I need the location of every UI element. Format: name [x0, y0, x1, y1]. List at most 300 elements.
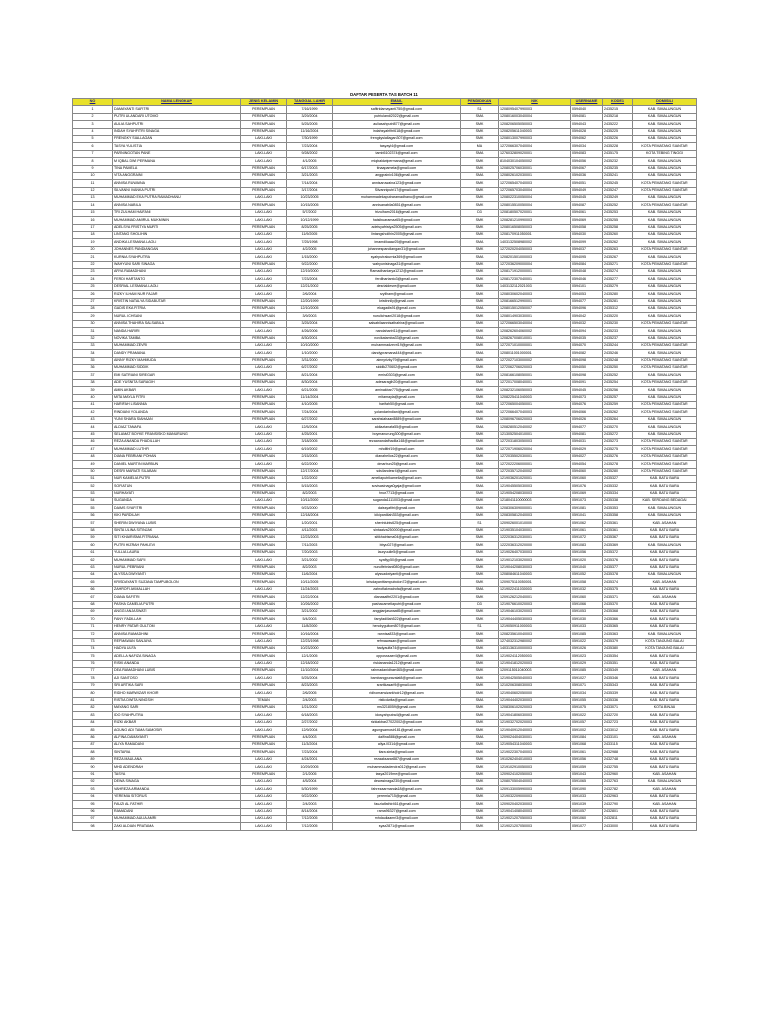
- cell-birthdate: 8/2/2003: [287, 564, 333, 571]
- cell-username: 0591081: [571, 505, 603, 512]
- cell-education: SMA: [461, 586, 499, 593]
- cell-no: 14: [73, 202, 113, 209]
- cell-nik: 1208225411040003: [499, 394, 571, 401]
- cell-domicile: KAB. SIMALUNGUN: [633, 239, 697, 246]
- cell-code: 2435367: [603, 535, 633, 542]
- cell-domicile: KOTA PEMATANG SIANTAR: [633, 357, 697, 364]
- cell-name: ALDIAZ TANAFA: [113, 424, 241, 431]
- cell-gender: PEREMPUAN: [241, 113, 287, 120]
- cell-name: MUHAMMAD SAFII: [113, 557, 241, 564]
- cell-gender: LAKI-LAKI: [241, 195, 287, 202]
- cell-email: miqbaldwipermana@gmail.com: [333, 158, 461, 165]
- cell-nik: 1209020402030003: [499, 801, 571, 808]
- table-row: [73, 365, 697, 372]
- cell-code: 2432963: [603, 793, 633, 800]
- cell-birthdate: 8/2/2003: [287, 490, 333, 497]
- cell-domicile: KOTA PEMATANG SIANTAR: [633, 453, 697, 460]
- cell-education: SMK: [461, 712, 499, 719]
- cell-username: 0594048: [571, 268, 603, 275]
- cell-nik: 1208016003040004: [499, 113, 571, 120]
- cell-username: 0591072: [571, 535, 603, 542]
- cell-code: 2435378: [603, 572, 633, 579]
- cell-education: SMK: [461, 180, 499, 187]
- table-row: [73, 320, 697, 327]
- cell-code: 2435371: [603, 594, 633, 601]
- table-row: [73, 490, 697, 497]
- cell-username: 0594040: [571, 106, 603, 113]
- cell-name: SINTA ULINA SITINJAK: [113, 527, 241, 534]
- cell-no: 87: [73, 741, 113, 748]
- cell-no: 76: [73, 660, 113, 667]
- cell-nik: 1219046103020003: [499, 608, 571, 615]
- header-no: NO: [73, 99, 113, 106]
- cell-no: 1: [73, 106, 113, 113]
- cell-username: 0591060: [571, 475, 603, 482]
- cell-username: 0594096: [571, 305, 603, 312]
- cell-birthdate: 1/10/2000: [287, 350, 333, 357]
- cell-username: 0594066: [571, 409, 603, 416]
- table-row: [73, 468, 697, 475]
- cell-name: MUHAMMAD AULIA AMRI: [113, 815, 241, 822]
- cell-no: 92: [73, 778, 113, 785]
- header-education: PENDIDIKAN: [461, 99, 499, 106]
- cell-email: lintangsholihin2005@gmail.com: [333, 232, 461, 239]
- cell-code: 2432723: [603, 719, 633, 726]
- cell-nik: 1219022411030003: [499, 586, 571, 593]
- cell-gender: PEREMPUAN: [241, 172, 287, 179]
- table-row: [73, 727, 697, 734]
- cell-name: FANY FADILLAH: [113, 616, 241, 623]
- cell-code: 2435272: [603, 431, 633, 438]
- cell-code: 2435368: [603, 608, 633, 615]
- cell-email: salsabilaannisathahira@gmail.com: [333, 320, 461, 327]
- cell-gender: PEREMPUAN: [241, 594, 287, 601]
- cell-nik: 1208070504040003: [499, 778, 571, 785]
- cell-domicile: KAB. ASAHAN: [633, 668, 697, 675]
- cell-nik: 1219054311040003: [499, 741, 571, 748]
- cell-gender: LAKI-LAKI: [241, 823, 287, 830]
- cell-birthdate: 2/4/2003: [287, 801, 333, 808]
- cell-education: S1: [461, 106, 499, 113]
- cell-email: tamb5102374@gmail.com: [333, 150, 461, 157]
- cell-nik: 1272065703040004: [499, 187, 571, 194]
- table-row: [73, 209, 697, 216]
- cell-gender: LAKI-LAKI: [241, 498, 287, 505]
- cell-gender: PEREMPUAN: [241, 483, 287, 490]
- cell-name: SINTARIA: [113, 749, 241, 756]
- cell-code: 2435354: [603, 653, 633, 660]
- cell-gender: LAKI-LAKI: [241, 135, 287, 142]
- cell-no: 32: [73, 335, 113, 342]
- cell-no: 22: [73, 261, 113, 268]
- cell-username: 0591071: [571, 682, 603, 689]
- cell-birthdate: 12/9/2004: [287, 727, 333, 734]
- table-row: [73, 572, 697, 579]
- cell-domicile: KAB. SIMALUNGUN: [633, 416, 697, 423]
- cell-code: 2435277: [603, 276, 633, 283]
- cell-name: MAYANG SARI: [113, 705, 241, 712]
- cell-education: SMK: [461, 490, 499, 497]
- header-email: EMAIL: [333, 99, 461, 106]
- cell-education: SMA: [461, 350, 499, 357]
- table-row: [73, 424, 697, 431]
- cell-domicile: KAB. SIMALUNGUN: [633, 372, 697, 379]
- cell-no: 38: [73, 379, 113, 386]
- cell-gender: LAKI-LAKI: [241, 209, 287, 216]
- cell-email: yeremia715@gmail.com: [333, 793, 461, 800]
- cell-nik: 1208305812040003: [499, 512, 571, 519]
- cell-nik: 1208096706020003: [499, 416, 571, 423]
- spreadsheet: [72, 92, 696, 831]
- cell-email: ekagadis91@gmail.com: [333, 305, 461, 312]
- cell-education: SMA: [461, 150, 499, 157]
- table-row: [73, 394, 697, 401]
- cell-gender: PEREMPUAN: [241, 372, 287, 379]
- cell-nik: 1208180507020001: [499, 209, 571, 216]
- cell-nik: 1208306102020003: [499, 705, 571, 712]
- cell-name: FRENGKY SIALLAGAN: [113, 135, 241, 142]
- cell-code: 2432960: [603, 771, 633, 778]
- cell-no: 8: [73, 158, 113, 165]
- table-row: [73, 801, 697, 808]
- cell-name: ARYA RAMADHANI: [113, 268, 241, 275]
- cell-gender: LAKI-LAKI: [241, 268, 287, 275]
- cell-code: 2435262: [603, 409, 633, 416]
- cell-email: sintaaiva250000@gmail.com: [333, 527, 461, 534]
- cell-birthdate: 5/4/2003: [287, 616, 333, 623]
- cell-domicile: KAB. BATU BARA: [633, 682, 697, 689]
- cell-name: DESRIAL LESMANA LAOLI: [113, 283, 241, 290]
- cell-email: pashacameliaputri@gmail.com: [333, 601, 461, 608]
- cell-no: 57: [73, 520, 113, 527]
- cell-nik: 1272027103000002: [499, 357, 571, 364]
- cell-email: dianahelios22@gmail.com: [333, 453, 461, 460]
- cell-education: SMA: [461, 697, 499, 704]
- cell-code: 2432790: [603, 801, 633, 808]
- cell-gender: LAKI-LAKI: [241, 424, 287, 431]
- table-row: [73, 601, 697, 608]
- cell-education: SMK: [461, 313, 499, 320]
- cell-username: 0594076: [571, 402, 603, 409]
- cell-domicile: KAB. SIMALUNGUN: [633, 335, 697, 342]
- cell-gender: LAKI-LAKI: [241, 719, 287, 726]
- cell-name: PUTRI HIZRAH PAHLEVI: [113, 542, 241, 549]
- cell-birthdate: 1/22/2002: [287, 475, 333, 482]
- cell-name: NURHAYATI: [113, 490, 241, 497]
- table-row: [73, 172, 697, 179]
- cell-email: sdsilandesr4@gmail.com: [333, 468, 461, 475]
- cell-gender: LAKI-LAKI: [241, 365, 287, 372]
- cell-education: SMK: [461, 121, 499, 128]
- table-row: [73, 653, 697, 660]
- cell-code: 2435339: [603, 690, 633, 697]
- cell-email: sitikhairisma04@gmail.com: [333, 535, 461, 542]
- cell-birthdate: 10/23/2000: [287, 645, 333, 652]
- cell-birthdate: 6/19/2002: [287, 446, 333, 453]
- cell-gender: PEREMPUAN: [241, 749, 287, 756]
- cell-nik: 1403136310000003: [499, 645, 571, 652]
- cell-gender: PEREMPUAN: [241, 475, 287, 482]
- cell-name: RISKI ANANDA: [113, 660, 241, 667]
- cell-no: 11: [73, 180, 113, 187]
- cell-birthdate: 7/12/2005: [287, 823, 333, 830]
- cell-username: 0591022: [571, 638, 603, 645]
- cell-education: SMK: [461, 217, 499, 224]
- cell-username: 0594049: [571, 187, 603, 194]
- cell-name: SELAMAT BOYKE FRANSISKO MANURUNG: [113, 431, 241, 438]
- cell-code: 2435366: [603, 616, 633, 623]
- cell-domicile: KOTA PEMATANG SIANTAR: [633, 143, 697, 150]
- cell-no: 20: [73, 246, 113, 253]
- cell-nik: 1208022310050004: [499, 195, 571, 202]
- table-row: [73, 268, 697, 275]
- cell-nik: 8104030104050002: [499, 158, 571, 165]
- cell-username: 0594062: [571, 135, 603, 142]
- cell-name: SOFIATUN: [113, 483, 241, 490]
- cell-code: 2435232: [603, 158, 633, 165]
- table-row: [73, 542, 697, 549]
- cell-nik: 1208201501000003: [499, 254, 571, 261]
- cell-no: 7: [73, 150, 113, 157]
- cell-birthdate: 1/21/2002: [287, 705, 333, 712]
- cell-username: 0591034: [571, 690, 603, 697]
- cell-name: ANNISA NABILA: [113, 202, 241, 209]
- cell-code: 2435380: [603, 645, 633, 652]
- cell-code: 2435353: [603, 505, 633, 512]
- cell-username: 0591062: [571, 520, 603, 527]
- cell-username: 0591084: [571, 734, 603, 741]
- cell-birthdate: 12/1/2005: [287, 653, 333, 660]
- cell-username: 0594095: [571, 254, 603, 261]
- cell-name: NURUL PEBRIANI: [113, 564, 241, 571]
- cell-code: 2435215: [603, 106, 633, 113]
- table-row: [73, 564, 697, 571]
- cell-no: 21: [73, 254, 113, 261]
- cell-email: tinaapamela@gmail.com: [333, 165, 461, 172]
- cell-name: YUNI SHARA SIAHAAN: [113, 416, 241, 423]
- cell-no: 66: [73, 586, 113, 593]
- cell-gender: PEREMPUAN: [241, 305, 287, 312]
- cell-gender: PEREMPUAN: [241, 579, 287, 586]
- cell-education: SMK: [461, 283, 499, 290]
- cell-education: SMK: [461, 535, 499, 542]
- cell-birthdate: 10/15/2005: [287, 202, 333, 209]
- cell-email: idosyahputra4@gmail.com: [333, 712, 461, 719]
- cell-username: 0594036: [571, 172, 603, 179]
- cell-no: 85: [73, 727, 113, 734]
- cell-education: SMK: [461, 705, 499, 712]
- cell-gender: PEREMPUAN: [241, 549, 287, 556]
- cell-education: SMK: [461, 719, 499, 726]
- cell-no: 90: [73, 764, 113, 771]
- cell-username: 0594056: [571, 158, 603, 165]
- table-row: [73, 638, 697, 645]
- cell-code: 2435346: [603, 675, 633, 682]
- cell-birthdate: 7/23/2004: [287, 143, 333, 150]
- cell-education: SMK: [461, 372, 499, 379]
- cell-code: 2432811: [603, 815, 633, 822]
- cell-education: SMK: [461, 416, 499, 423]
- cell-code: 2435281: [603, 298, 633, 305]
- cell-education: SMK: [461, 764, 499, 771]
- cell-name: YULLIA LAURA: [113, 549, 241, 556]
- cell-education: SMK: [461, 268, 499, 275]
- cell-birthdate: 2/4/2003: [287, 697, 333, 704]
- table-row: [73, 446, 697, 453]
- cell-email: rahmadanidhae465@gmail.com: [333, 668, 461, 675]
- cell-username: 0594053: [571, 291, 603, 298]
- cell-birthdate: 3/21/2003: [287, 172, 333, 179]
- table-row: [73, 823, 697, 830]
- cell-username: 0591085: [571, 631, 603, 638]
- cell-email: harifah50@gmail.com: [333, 402, 461, 409]
- cell-domicile: KAB. BATU BARA: [633, 653, 697, 660]
- cell-education: SMA: [461, 424, 499, 431]
- cell-education: D3: [461, 601, 499, 608]
- cell-domicile: KAB. BATU BARA: [633, 756, 697, 763]
- cell-nik: 1208262604060002: [499, 328, 571, 335]
- cell-name: AJI SANTOSO: [113, 675, 241, 682]
- cell-gender: PEREMPUAN: [241, 143, 287, 150]
- cell-birthdate: 6/18/2003: [287, 712, 333, 719]
- cell-birthdate: 11/16/2004: [287, 128, 333, 135]
- cell-nik: 1208084611040003: [499, 572, 571, 579]
- cell-username: 0591002: [571, 727, 603, 734]
- cell-no: 3: [73, 121, 113, 128]
- cell-birthdate: 7/23/2004: [287, 276, 333, 283]
- cell-name: JOHANNES PANDIANGAN: [113, 246, 241, 253]
- cell-code: 2435280: [603, 291, 633, 298]
- cell-username: 0594032: [571, 320, 603, 327]
- cell-username: 0591090: [571, 786, 603, 793]
- cell-education: SMK: [461, 342, 499, 349]
- cell-code: 2435222: [603, 121, 633, 128]
- cell-education: SMA: [461, 335, 499, 342]
- cell-birthdate: 2/6/2004: [287, 291, 333, 298]
- cell-code: 2435351: [603, 660, 633, 667]
- cell-code: 2435358: [603, 512, 633, 519]
- cell-education: S1: [461, 623, 499, 630]
- cell-domicile: KAB. BATU BARA: [633, 623, 697, 630]
- cell-name: MUHAMMAD ZEVRI: [113, 342, 241, 349]
- cell-birthdate: 3/25/2004: [287, 320, 333, 327]
- cell-gender: PEREMPUAN: [241, 416, 287, 423]
- cell-name: SHERIN DWIYANA LUBIS: [113, 520, 241, 527]
- cell-no: 41: [73, 402, 113, 409]
- cell-code: 2432763: [603, 778, 633, 785]
- cell-code: 2435247: [603, 187, 633, 194]
- cell-nik: 1208014903030001: [499, 313, 571, 320]
- cell-domicile: KAB. BATU BARA: [633, 557, 697, 564]
- cell-name: HADYA ULFA: [113, 645, 241, 652]
- cell-code: 2432988: [603, 749, 633, 756]
- table-row: [73, 335, 697, 342]
- cell-no: 19: [73, 239, 113, 246]
- cell-gender: TEMAN: [241, 697, 287, 704]
- cell-domicile: KAB. SIMALUNGUN: [633, 135, 697, 142]
- cell-education: SMK: [461, 195, 499, 202]
- cell-domicile: KAB. ASAHAN: [633, 520, 697, 527]
- cell-code: 2435374: [603, 579, 633, 586]
- cell-code: 2435327: [603, 475, 633, 482]
- cell-email: nurulfebriani080@gmail.com: [333, 564, 461, 571]
- cell-birthdate: 11/24/2003: [287, 586, 333, 593]
- cell-email: adelsyafristya2505@gmail.com: [333, 224, 461, 231]
- cell-domicile: KAB. SIMALUNGUN: [633, 121, 697, 128]
- cell-gender: PEREMPUAN: [241, 394, 287, 401]
- cell-name: ADE YUSNITA SARAGIH: [113, 379, 241, 386]
- cell-email: tiara.sinta@gmail.com: [333, 749, 461, 756]
- cell-no: 43: [73, 416, 113, 423]
- cell-nik: 1272065004050001: [499, 402, 571, 409]
- cell-code: 2435372: [603, 549, 633, 556]
- cell-domicile: KAB. SIMALUNGUN: [633, 542, 697, 549]
- cell-name: ZAKI ALDIAN PRATAMA: [113, 823, 241, 830]
- cell-birthdate: 10/11/2005: [287, 579, 333, 586]
- cell-no: 82: [73, 705, 113, 712]
- cell-education: SMK: [461, 438, 499, 445]
- cell-no: 98: [73, 823, 113, 830]
- cell-gender: LAKI-LAKI: [241, 446, 287, 453]
- cell-birthdate: 7/23/2004: [287, 749, 333, 756]
- cell-name: DESRI MARIATI SILABAN: [113, 468, 241, 475]
- cell-domicile: KOTA PEMATANG SIANTAR: [633, 342, 697, 349]
- table-row: [73, 165, 697, 172]
- cell-email: risticdwita@gmail.com: [333, 697, 461, 704]
- cell-domicile: KAB. SIMALUNGUN: [633, 172, 697, 179]
- cell-birthdate: 4/11/2003: [287, 527, 333, 534]
- cell-nik: 1219026407030003: [499, 549, 571, 556]
- cell-gender: LAKI-LAKI: [241, 778, 287, 785]
- cell-no: 42: [73, 409, 113, 416]
- cell-username: 0594027: [571, 453, 603, 460]
- cell-birthdate: 8/30/2004: [287, 379, 333, 386]
- cell-code: 2432748: [603, 756, 633, 763]
- cell-nik: 1272066407040003: [499, 409, 571, 416]
- cell-domicile: KAB. BATU BARA: [633, 549, 697, 556]
- table-row: [73, 786, 697, 793]
- cell-username: 0594046: [571, 276, 603, 283]
- cell-gender: LAKI-LAKI: [241, 638, 287, 645]
- cell-no: 6: [73, 143, 113, 150]
- cell-domicile: KAB. SIMALUNGUN: [633, 291, 697, 298]
- cell-gender: PEREMPUAN: [241, 409, 287, 416]
- cell-email: opposssaer4@gmail.com: [333, 653, 461, 660]
- cell-education: SMK: [461, 357, 499, 364]
- cell-username: 0594098: [571, 357, 603, 364]
- cell-education: SMK: [461, 808, 499, 815]
- cell-email: ferdihartanto3@gmail.com: [333, 276, 461, 283]
- cell-name: NOVIKA TAMBA: [113, 335, 241, 342]
- cell-name: ALFINA DAMAYANTI: [113, 734, 241, 741]
- cell-nik: 1219044208030003: [499, 564, 571, 571]
- cell-code: 2435379: [603, 638, 633, 645]
- cell-code: 2433101: [603, 734, 633, 741]
- cell-name: MUHAMMAD LUTHFI: [113, 446, 241, 453]
- cell-nik: 1209024404030001: [499, 734, 571, 741]
- cell-code: 2435241: [603, 172, 633, 179]
- cell-domicile: KAB. SIMALUNGUN: [633, 113, 697, 120]
- cell-domicile: KOTA PEMATANG SIANTAR: [633, 461, 697, 468]
- cell-birthdate: 12/23/2003: [287, 535, 333, 542]
- cell-code: 2435263: [603, 246, 633, 253]
- table-row: [73, 379, 697, 386]
- cell-nik: 1219022307040003: [499, 749, 571, 756]
- cell-username: 0591060: [571, 594, 603, 601]
- cell-birthdate: 12/23/1998: [287, 638, 333, 645]
- cell-nik: 1209024102050003: [499, 771, 571, 778]
- cell-name: REFMAWAN SANJAYA: [113, 638, 241, 645]
